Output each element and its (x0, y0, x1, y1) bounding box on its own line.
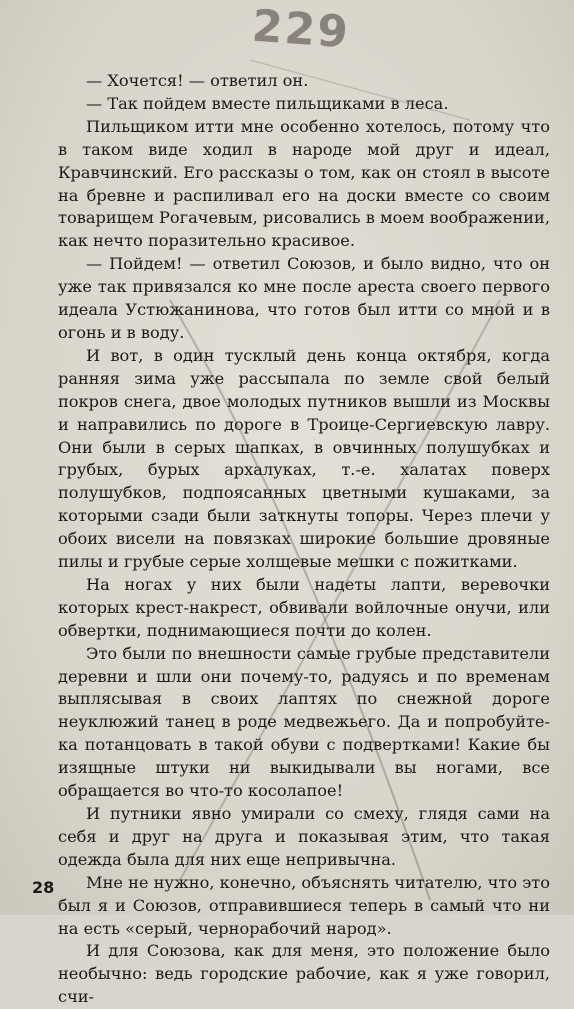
paragraph: — Так пойдем вместе пильщиками в леса. (86, 93, 449, 113)
paragraph: И путники явно умирали со смеху, глядя сами на себя и друг на друга и показывая этим, что такая одежда была для них еще непривычна. (58, 804, 550, 869)
paragraph: Это были по внешности самые грубые представители деревни и шли они почему-то, радуясь и по временам выплясывая в своих лаптях по снежной дороге неуклюжий танец в роде медвежьего. Да и попробуйте-ка потанцовать в такой обуви с подвертками! Какие бы изящные штуки ни выкидывали вы ногами, все обращается во что-то косолапое! (58, 643, 550, 801)
paragraph: — Пойдем! — ответил Союзов, и было видно, что он уже так привязался ко мне после ареста своего первого идеала Устюжанинова, что готов был итти со мной и в огонь и в воду. (58, 254, 550, 342)
paragraph: И вот, в один тусклый день конца октября, когда ранняя зима уже рассыпала по земле свой белый покров снега, двое молодых путников вышли из Москвы и направились по дороге в Троице-Сергиевскую лавру. Они были в серых шапках, в овчинных полушубках и грубых, бурых архалуках, т.-е. халатах поверх полушубков, подпоясанных цветными кушаками, за которыми сзади были заткнуты топоры. Через плечи у обоих висели на повязках широкие большие дровяные пилы и грубые серые холщевые мешки с пожитками. (58, 345, 550, 572)
paragraph: Пильщиком итти мне особенно хотелось, потому что в таком виде ходил в народе мой друг и идеал, Кравчинский. Его рассказы о том, как он стоял в высоте на бревне и распиливал его на доски вместе со своим товарищем Рогачевым, рисовались в моем воображении, как нечто поразительно красивое. (58, 116, 550, 251)
body-text (58, 70, 550, 1009)
paragraph: На ногах у них были надеты лапти, веревочки которых крест-накрест, обвивали войлочные онучи, или обвертки, поднимающиеся почти до колен. (58, 574, 550, 640)
paragraph: — Хочется! — ответил он. (86, 71, 309, 90)
paragraph: Мне не нужно, конечно, объяснять читателю, что это был я и Союзов, отправившиеся теперь в самый что ни на есть «серый, чернорабочий народ». (58, 872, 550, 938)
paragraph: И для Союзова, как для меня, это положение было необычно: ведь городские рабочие, как я уже говорил, счи- (58, 941, 550, 1007)
page-number: 28 (32, 878, 55, 897)
handwritten-page-mark: 229 (250, 0, 352, 59)
